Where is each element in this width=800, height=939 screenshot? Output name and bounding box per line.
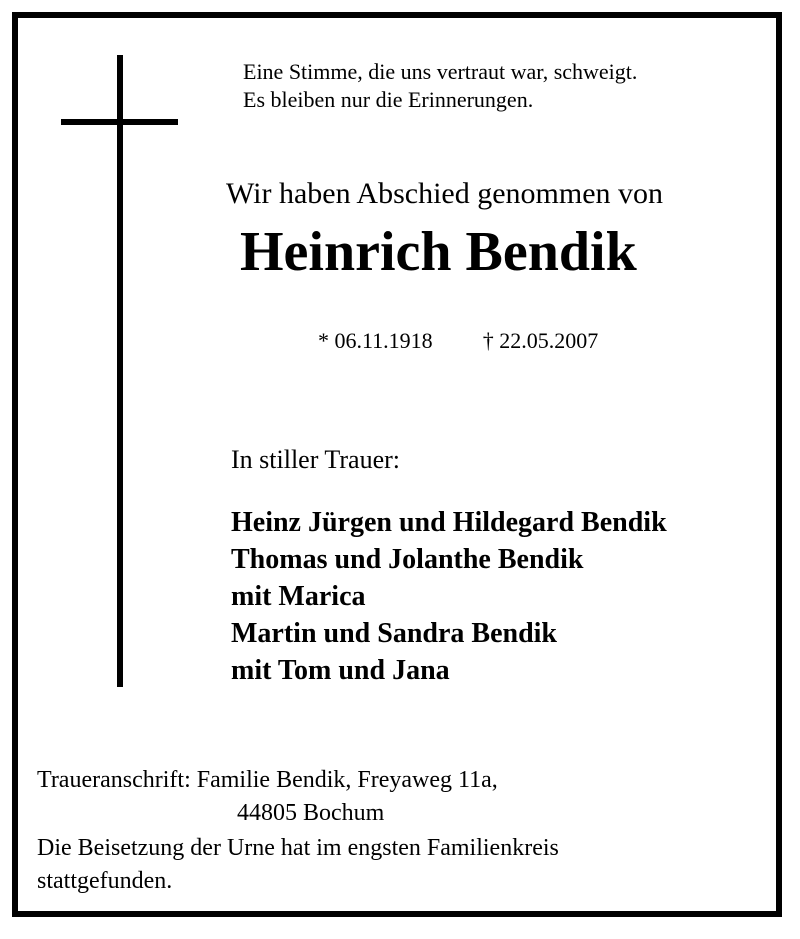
mourner-line: mit Tom und Jana [231,655,450,686]
farewell-intro: Wir haben Abschied genommen von [226,177,664,210]
quote-line: Eine Stimme, die uns vertraut war, schweigt. [243,59,638,84]
quote-line: Es bleiben nur die Erinnerungen. [243,87,534,112]
burial-line: Die Beisetzung der Urne hat im engsten Familienkreis [37,835,559,861]
burial-line: stattgefunden. [37,868,173,894]
life-dates [318,327,598,355]
address-line-1: Traueranschrift: Familie Bendik, Freyaweg 11a, [37,767,498,793]
burial-note [37,832,559,898]
birth-date: * 06.11.1918 [318,328,433,353]
mourner-line: mit Marica [231,581,366,612]
memorial-quote [243,58,637,114]
mourning-address [37,764,498,830]
mourning-label: In stiller Trauer: [231,445,400,474]
death-date: † 22.05.2007 [482,328,599,353]
address-line-2: 44805 Bochum [237,800,385,826]
mourners-list [231,504,667,689]
mourner-line: Martin und Sandra Bendik [231,618,557,649]
mourner-line: Heinz Jürgen und Hildegard Bendik [231,507,667,538]
cross-icon [117,55,123,687]
cross-icon-crossbar [61,119,178,125]
mourner-line: Thomas und Jolanthe Bendik [231,544,584,575]
deceased-name: Heinrich Bendik [240,221,637,283]
